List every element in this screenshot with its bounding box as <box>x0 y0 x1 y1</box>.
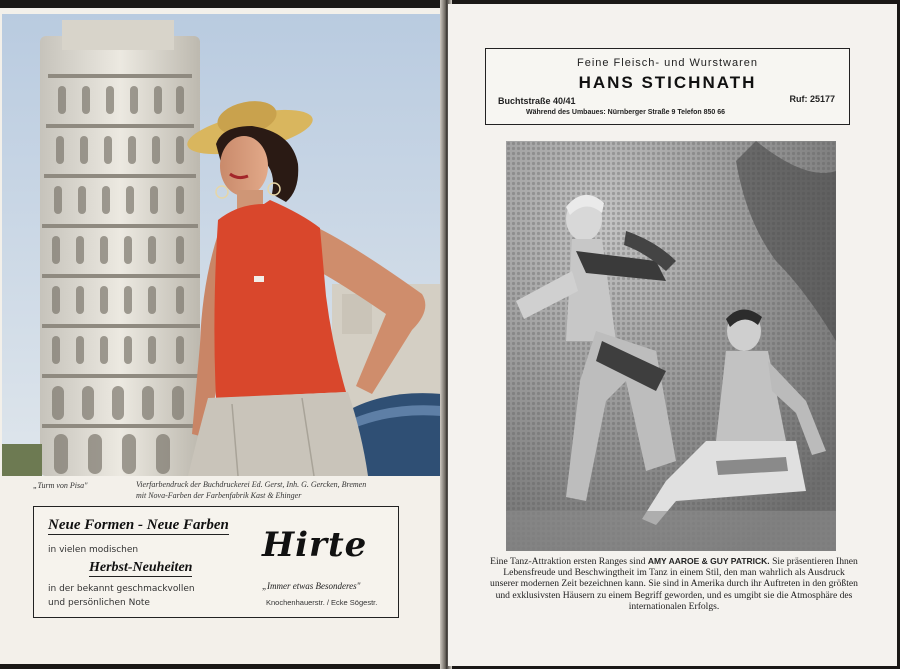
ad-phone: Ruf: 25177 <box>789 94 835 104</box>
brand-slogan: „Immer etwas Besonderes" <box>262 581 361 591</box>
ad-headline: Neue Formen - Neue Farben <box>48 517 229 533</box>
ad-relocation-note: Während des Umbaues: Nürnberger Straße 9 Telefon 850 66 <box>526 109 726 116</box>
store-address: Knochenhauerstr. / Ecke Sögestr. <box>266 598 378 607</box>
ad-street: Buchtstraße 40/41 <box>498 96 576 106</box>
ad-headline-2: Herbst-Neuheiten <box>89 560 193 575</box>
ad-subtitle: Feine Fleisch- und Wurstwaren <box>576 57 759 69</box>
article-intro: Eine Tanz-Attraktion ersten Ranges sind <box>490 556 648 567</box>
ad-title: HANS STICHNATH <box>578 73 757 92</box>
ad-text-line-2: in vielen modischen <box>48 545 139 555</box>
ad-text-line-4: und persönlichen Note <box>48 598 150 608</box>
stichnath-advertisement <box>485 48 850 125</box>
hirte-advertisement <box>33 506 399 618</box>
brand-logo-hirte: Hirte <box>262 525 368 565</box>
credit-line-1: Vierfarbendruck der Buchdruckerei Ed. Gerst, Inh. G. Gercken, Bremen <box>136 480 367 489</box>
article-body: Sie präsentieren Ihnen Lebensfreude und Beschwingtheit im Tanz in einem Stil, den man wahrlich als Ausdruck unserer modernen Zeit bezeichnen kann. Sie sind in Amerika durch ihr Auftreten in den größten und exklusivsten Häusern zu einem Begriff geworden, und es umgibt sie die Atmosphäre des internationalen Erfolgs. <box>490 556 858 612</box>
leaning-tower <box>40 20 200 476</box>
pisa-fashion-photo <box>2 14 442 476</box>
photo-caption-credit <box>136 479 406 501</box>
article-text <box>488 556 860 612</box>
dancers-photo <box>506 141 836 551</box>
ad-text-line-3: in der bekannt geschmackvollen <box>48 584 195 594</box>
photo-caption-title: „Turm von Pisa" <box>33 481 88 490</box>
dancer-names: AMY AAROE & GUY PATRICK. <box>647 556 770 566</box>
credit-line-2: mit Nova-Farben der Farbenfabrik Kast & Ehinger <box>136 491 302 500</box>
